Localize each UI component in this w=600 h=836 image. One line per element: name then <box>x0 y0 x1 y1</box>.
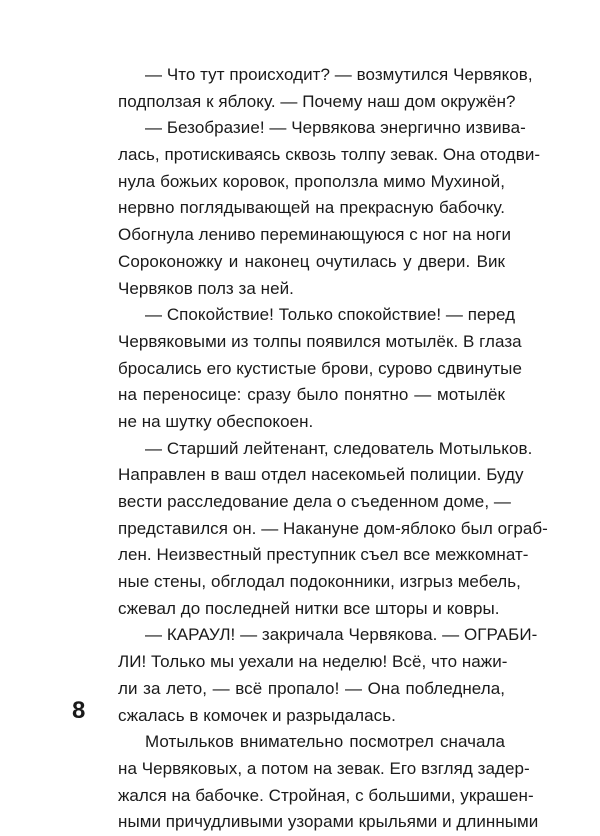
text-line: сжалась в комочек и разрыдалась. <box>118 705 396 725</box>
text-line: — Старший лейтенант, следователь Мотыльков. <box>145 438 533 458</box>
text-line: представился он. — Накануне дом-яблоко был ограб- <box>118 518 548 538</box>
body-text <box>118 62 548 836</box>
text-line: ными причудливыми узорами крыльями и длинными <box>118 812 539 832</box>
text-line: Направлен в ваш отдел насекомьей полиции. Буду <box>118 465 524 485</box>
text-line: сжевал до последней нитки все шторы и ковры. <box>118 598 500 618</box>
text-line: лен. Неизвестный преступник съел все межкомнат- <box>118 545 529 565</box>
text-line: нула божьих коровок, проползла мимо Мухиной, <box>118 171 505 191</box>
text-line: Сороконожку и наконец очутилась у двери. Вик <box>118 251 505 271</box>
text-line: нервно поглядывающей на прекрасную бабочку. <box>118 198 505 218</box>
text-line: жался на бабочке. Стройная, с большими, украшен- <box>118 785 534 805</box>
text-line: — Спокойствие! Только спокойствие! — перед <box>145 305 516 325</box>
text-line: на переносице: сразу было понятно — мотылёк <box>118 385 505 405</box>
text-line: Червяковыми из толпы появился мотылёк. В глаза <box>118 331 522 351</box>
text-line: Червяков полз за ней. <box>118 278 294 298</box>
text-line: на Червяковых, а потом на зевак. Его взгляд задер- <box>118 758 530 778</box>
text-line: ли за лето, — всё пропало! — Она побледнела, <box>118 678 505 698</box>
text-line: вести расследование дела о съеденном доме, — <box>118 492 511 511</box>
text-line: не на шутку обеспокоен. <box>118 411 314 431</box>
text-line: — Что тут происходит? — возмутился Червяков, <box>145 65 533 84</box>
text-line: лась, протискиваясь сквозь толпу зевак. Она отодви- <box>118 145 541 165</box>
text-line: ЛИ! Только мы уехали на неделю! Всё, что нажи- <box>118 652 508 672</box>
text-line: — Безобразие! — Червякова энергично извива- <box>145 118 526 138</box>
text-line: — КАРАУЛ! — закричала Червякова. — ОГРАБИ- <box>145 625 538 645</box>
text-line: Обогнула лениво переминающуюся с ног на ноги <box>118 225 512 245</box>
page-number: 8 <box>72 697 86 724</box>
text-line: ные стены, обглодал подоконники, изгрыз мебель, <box>118 572 521 592</box>
text-line: бросались его кустистые брови, сурово сдвинутые <box>118 358 522 378</box>
text-line: подползая к яблоку. — Почему наш дом окружён? <box>118 91 516 111</box>
text-line: Мотыльков внимательно посмотрел сначала <box>145 732 505 752</box>
